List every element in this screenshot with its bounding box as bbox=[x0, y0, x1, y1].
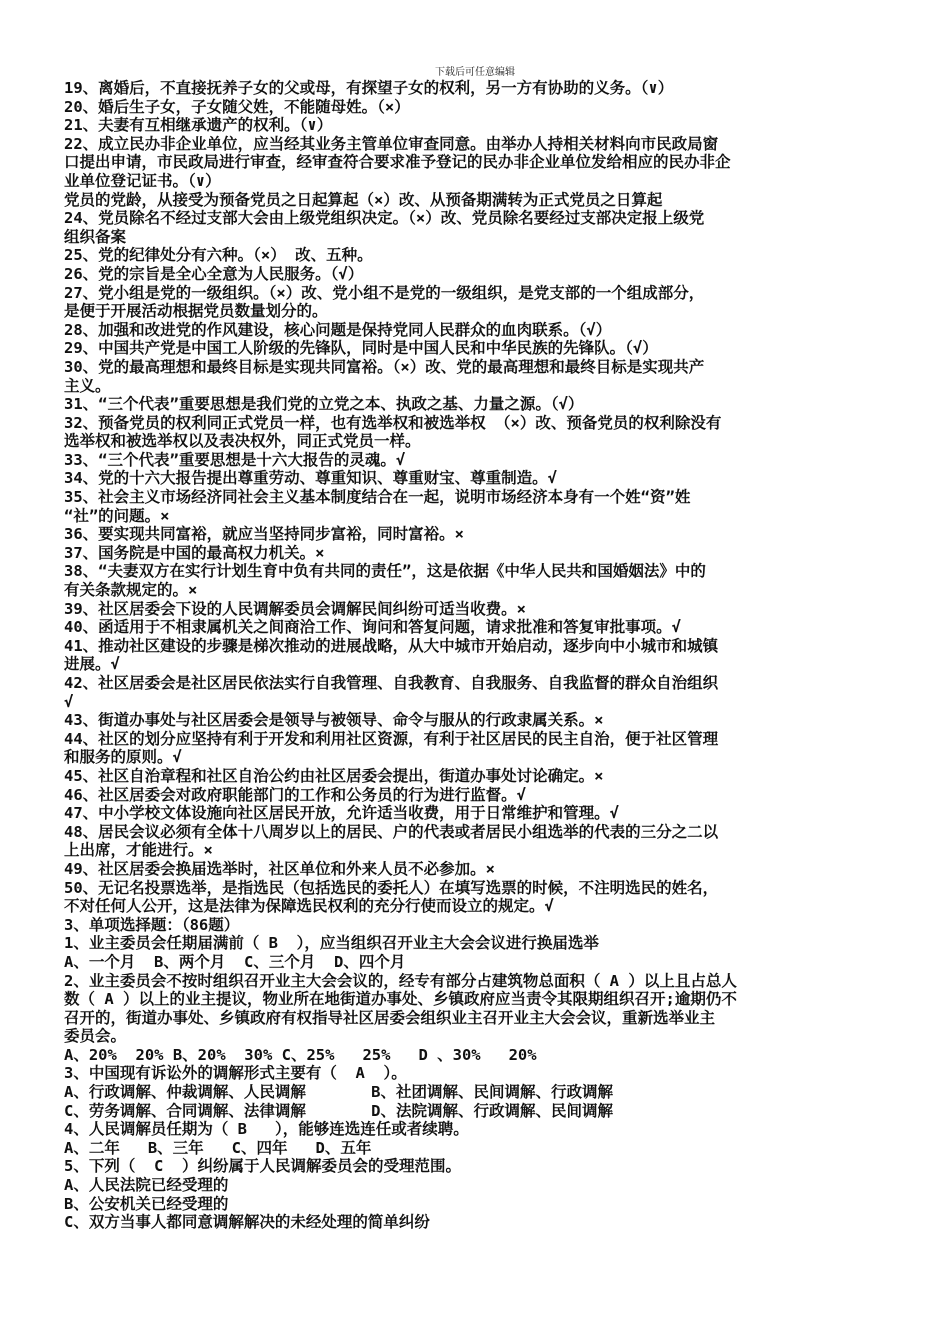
text-line: 22、成立民办非企业单位，应当经其业务主管单位审查同意。由举办人持相关材料向市民政局窗 bbox=[64, 134, 719, 153]
text-line: 委员会。 bbox=[64, 1027, 127, 1046]
text-line: A、二年 B、三年 C、四年 D、五年 bbox=[64, 1138, 372, 1157]
text-line: 2、业主委员会不按时组织召开业主大会会议的，经专有部分占建筑物总面积（ A ）以上且占总人 bbox=[64, 971, 737, 990]
text-line: 主义。 bbox=[64, 376, 111, 395]
text-line: 5、下列（ C ）纠纷属于人民调解委员会的受理范围。 bbox=[64, 1157, 461, 1176]
text-line: 21、夫妻有互相继承遗产的权利。（∨） bbox=[64, 116, 333, 135]
text-line: 32、预备党员的权利同正式党员一样，也有选举权和被选举权 （×）改、预备党员的权利除没有 bbox=[64, 413, 722, 432]
text-line: 召开的，街道办事处、乡镇政府有权指导社区居委会组织业主召开业主大会会议，重新选举业主 bbox=[64, 1008, 716, 1027]
text-line: 36、要实现共同富裕，就应当坚持同步富裕，同时富裕。× bbox=[64, 525, 464, 544]
text-line: 20、婚后生子女，子女随父姓，不能随母姓。（×） bbox=[64, 97, 410, 116]
text-line: A、一个月 B、两个月 C、三个月 D、四个月 bbox=[64, 952, 406, 971]
page-header-note: 下载后可任意编辑 bbox=[435, 67, 515, 78]
text-line: 41、推动社区建设的步骤是梯次推动的进展战略，从大中城市开始启动，逐步向中小城市和城镇 bbox=[64, 636, 719, 655]
text-line: 有关条款规定的。× bbox=[64, 581, 198, 600]
text-line: 口提出申请，市民政局进行审查，经审查符合要求准予登记的民办非企业单位发给相应的民办非企 bbox=[64, 153, 731, 172]
text-line: 组织备案 bbox=[64, 227, 127, 246]
text-line: A、行政调解、仲裁调解、人民调解 B、社团调解、民间调解、行政调解 bbox=[64, 1083, 613, 1102]
text-line: 27、党小组是党的一级组织。（×）改、党小组不是党的一级组织，是党支部的一个组成部分， bbox=[64, 283, 705, 302]
text-line: 31、“三个代表”重要思想是我们党的立党之本、执政之基、力量之源。（√） bbox=[64, 395, 584, 414]
text-line: 42、社区居委会是社区居民依法实行自我管理、自我教育、自我服务、自我监督的群众自治组织 bbox=[64, 674, 719, 692]
text-line: C、劳务调解、合同调解、法律调解 D、法院调解、行政调解、民间调解 bbox=[64, 1101, 613, 1120]
text-line: 3、中国现有诉讼外的调解形式主要有（ A ）。 bbox=[64, 1064, 407, 1083]
text-line: 45、社区自治章程和社区自治公约由社区居委会提出，街道办事处讨论确定。× bbox=[64, 766, 604, 785]
text-line: 上出席，才能进行。× bbox=[64, 841, 213, 860]
text-line: 25、党的纪律处分有六种。（×） 改、五种。 bbox=[64, 246, 373, 265]
text-line: 党员的党龄，从接受为预备党员之日起算起（×）改、从预备期满转为正式党员之日算起 bbox=[64, 190, 663, 209]
text-line: 24、党员除名不经过支部大会由上级党组织决定。（×）改、党员除名要经过支部决定报上级党 bbox=[64, 209, 705, 228]
text-line: 和服务的原则。√ bbox=[64, 748, 182, 767]
text-line: 39、社区居委会下设的人民调解委员会调解民间纠纷可适当收费。× bbox=[64, 599, 526, 618]
text-line: 不对任何人公开，这是法律为保障选民权利的充分行使而设立的规定。√ bbox=[64, 897, 554, 916]
text-line: 30、党的最高理想和最终目标是实现共同富裕。（×）改、党的最高理想和最终目标是实现共产 bbox=[64, 357, 705, 376]
document-body bbox=[64, 79, 890, 1232]
text-line: A、人民法院已经受理的 bbox=[64, 1176, 229, 1195]
text-line: 3、单项选择题：（86题） bbox=[64, 915, 240, 934]
text-line: 28、加强和改进党的作风建设，核心问题是保持党同人民群众的血肉联系。（√） bbox=[64, 320, 612, 339]
text-line: C、双方当事人都同意调解解决的未经处理的简单纠纷 bbox=[64, 1213, 430, 1232]
text-line: 47、中小学校文体设施向社区居民开放，允许适当收费，用于日常维护和管理。√ bbox=[64, 804, 619, 823]
text-line: 业单位登记证书。（∨） bbox=[64, 171, 221, 190]
text-line: 46、社区居委会对政府职能部门的工作和公务员的行为进行监督。√ bbox=[64, 785, 526, 804]
text-line: 是便于开展活动根据党员数量划分的。 bbox=[64, 302, 328, 321]
text-line: “社”的问题。× bbox=[64, 506, 170, 525]
text-line: 33、“三个代表”重要思想是十六大报告的灵魂。√ bbox=[64, 450, 406, 469]
text-line: 49、社区居委会换届选举时，社区单位和外来人员不必参加。× bbox=[64, 859, 495, 878]
text-line: 进展。√ bbox=[64, 655, 120, 674]
text-line: 37、国务院是中国的最高权力机关。× bbox=[64, 543, 325, 562]
text-line: A、20% 20% B、20% 30% C、25% 25% D 、30% 20% bbox=[64, 1045, 537, 1064]
text-line: 40、函适用于不相隶属机关之间商洽工作、询问和答复问题，请求批准和答复审批事项。√ bbox=[64, 618, 681, 637]
text-line: 50、无记名投票选举，是指选民（包括选民的委托人）在填写选票的时候，不注明选民的姓名， bbox=[64, 878, 719, 897]
text-line: 43、街道办事处与社区居委会是领导与被领导、命令与服从的行政隶属关系。× bbox=[64, 711, 604, 730]
text-line: 38、“夫妻双方在实行计划生育中负有共同的责任”，这是依据《中华人民共和国婚姻法》中的 bbox=[64, 562, 706, 581]
text-line: 19、离婚后，不直接抚养子女的父或母，有探望子女的权利，另一方有协助的义务。（∨） bbox=[64, 79, 674, 97]
text-line: √ bbox=[64, 692, 74, 711]
text-line: 选举权和被选举权以及表决权外，同正式党员一样。 bbox=[64, 432, 421, 451]
text-line: 数（ A ）以上的业主提议，物业所在地街道办事处、乡镇政府应当责令其限期组织召开;逾期仍不 bbox=[64, 990, 737, 1009]
text-line: B、公安机关已经受理的 bbox=[64, 1194, 229, 1213]
text-line: 1、业主委员会任期届满前（ B ），应当组织召开业主大会会议进行换届选举 bbox=[64, 934, 599, 953]
text-line: 44、社区的划分应坚持有利于开发和利用社区资源，有利于社区居民的民主自治，便于社区管理 bbox=[64, 729, 719, 748]
text-line: 35、社会主义市场经济同社会主义基本制度结合在一起，说明市场经济本身有一个姓“资”姓 bbox=[64, 488, 691, 507]
text-line: 34、党的十六大报告提出尊重劳动、尊重知识、尊重财宝、尊重制造。√ bbox=[64, 469, 557, 488]
text-line: 26、党的宗旨是全心全意为人民服务。（√） bbox=[64, 264, 364, 283]
text-line: 48、居民会议必须有全体十八周岁以上的居民、户的代表或者居民小组选举的代表的三分之二以 bbox=[64, 822, 719, 841]
text-line: 29、中国共产党是中国工人阶级的先锋队，同时是中国人民和中华民族的先锋队。（√） bbox=[64, 339, 658, 358]
text-line: 4、人民调解员任期为（ B ），能够连选连任或者续聘。 bbox=[64, 1120, 469, 1139]
